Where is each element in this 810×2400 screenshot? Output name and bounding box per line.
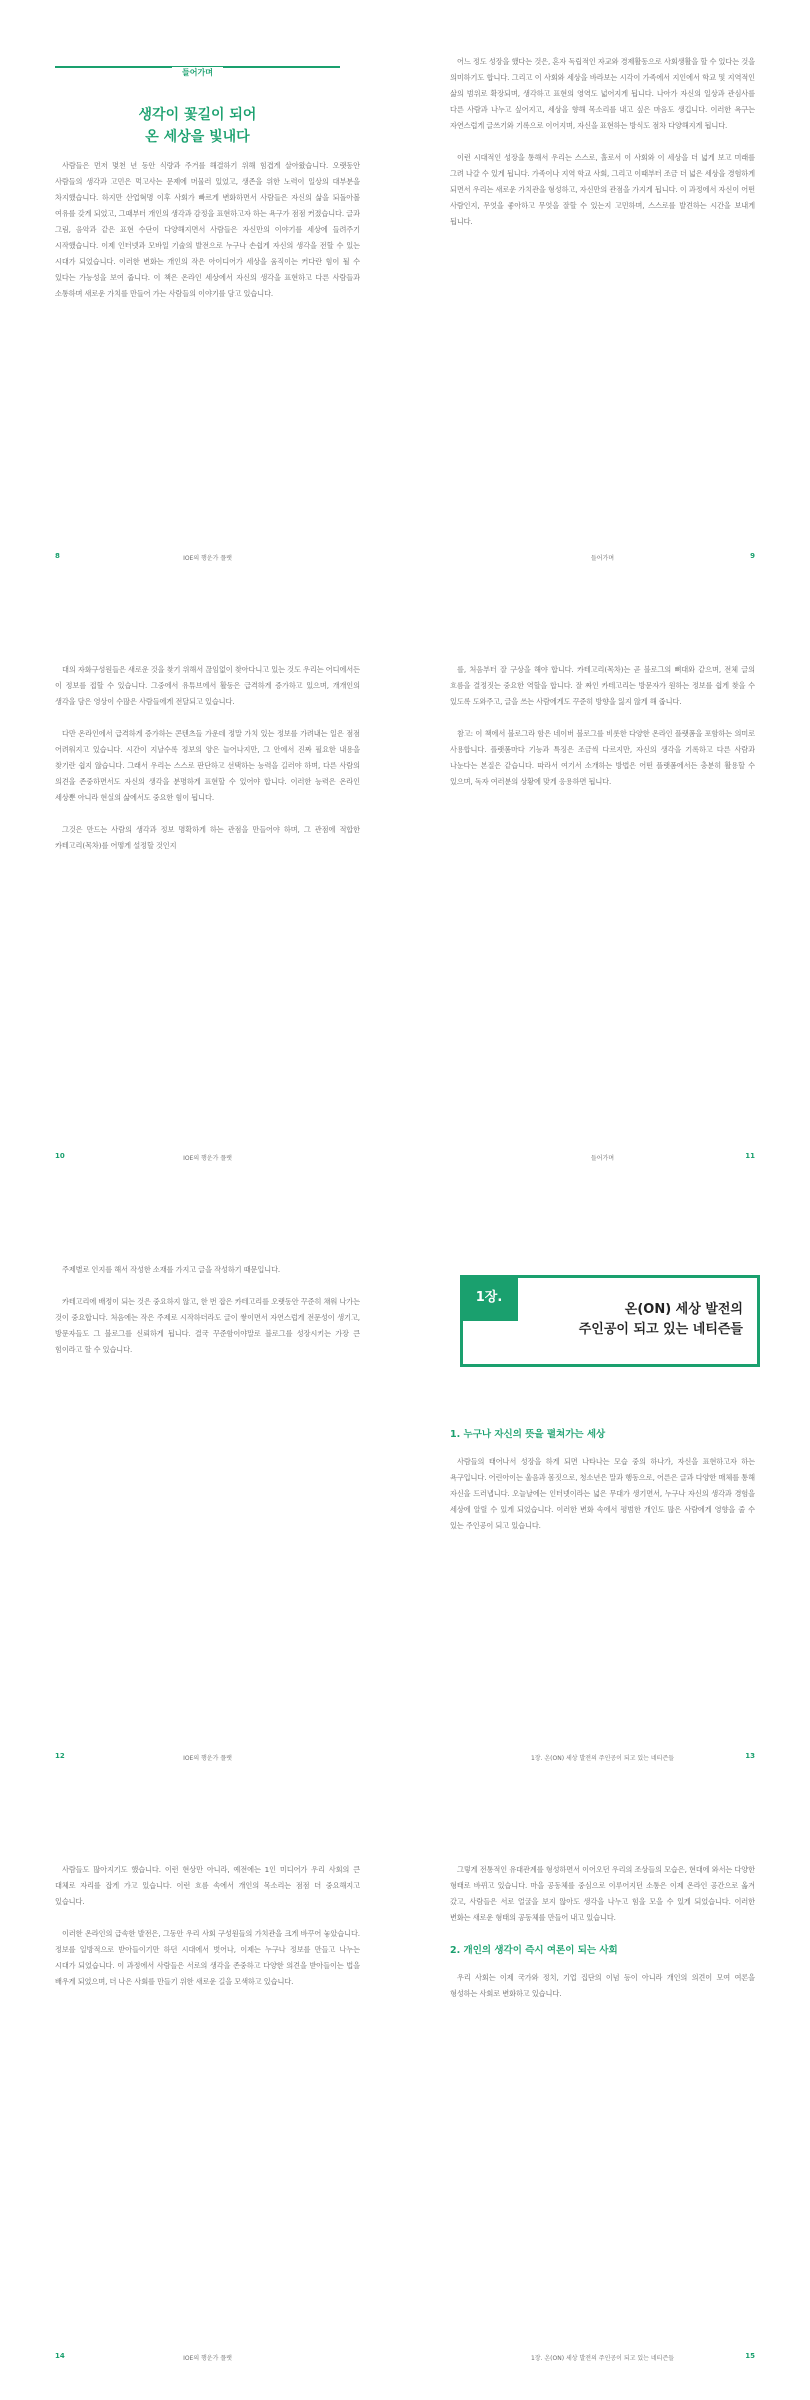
page-footer — [55, 2352, 360, 2362]
running-title: 1장. 온(ON) 세상 발전의 주인공이 되고 있는 네티즌들 — [530, 2355, 675, 2362]
page-body — [55, 1862, 360, 1990]
page-number: 14 — [55, 2352, 65, 2360]
page-body — [450, 1862, 755, 1926]
paragraph: 그것은 만드는 사람의 생각과 정보 명확하게 하는 관점을 만들어야 하며, 그 관점에 적합한 카테고리(목차)를 어떻게 설정할 것인지 — [55, 825, 360, 850]
paragraph: 사람들은 먼저 몇천 년 동안 식량과 주거를 해결하기 위해 힘겹게 살아왔습니다. 오랫동안 사람들의 생각과 고민은 먹고사는 문제에 머물러 있었고, 생존을 위한 노력이 일상의 대부분을 차지했습니다. 하지만 산업혁명 이후 사회가 빠르게 변화하면서 사람들은 자신의 삶을 되돌아볼 여유를 갖게 되었고, 그때부터 개인의 생각과 감정을 표현하고자 하는 욕구가 점점 커졌습니다. 글과 그림, 음악과 같은 표현 수단이 다양해지면서 사람들은 자신만의 이야기를 세상에 들려주기 시작했습니다. 이제 인터넷과 모바일 기술의 발전으로 누구나 손쉽게 자신의 생각을 전할 수 있는 시대가 되었습니다. 이러한 변화는 개인의 작은 아이디어가 세상을 움직이는 커다란 힘이 될 수 있다는 가능성을 보여 줍니다. 이 책은 온라인 세상에서 자신의 생각을 표현하고 다른 사람들과 소통하며 새로운 가치를 만들어 가는 사람들의 이야기를 담고 있습니다. — [55, 161, 360, 298]
page-11 — [405, 600, 810, 1200]
page-15 — [405, 1800, 810, 2400]
page-number: 12 — [55, 1752, 65, 1760]
running-title: IOE의 행운가 플랫 — [183, 555, 232, 562]
page-footer — [450, 2352, 755, 2362]
page-body — [450, 54, 755, 230]
paragraph: 참고: 이 책에서 블로그라 함은 네이버 블로그를 비롯한 다양한 온라인 플랫폼을 포함하는 의미로 사용합니다. 플랫폼마다 기능과 특징은 조금씩 다르지만, 자신의 생각을 기록하고 다른 사람과 나눈다는 본질은 같습니다. 따라서 여기서 소개하는 방법은 어떤 플랫폼에서든 충분히 활용할 수 있으며, 독자 여러분의 상황에 맞게 응용하면 됩니다. — [450, 729, 755, 786]
chapter-tag: 1장. — [460, 1275, 518, 1321]
page-body — [450, 662, 755, 790]
page-body — [450, 1454, 755, 1534]
page-footer — [450, 1152, 755, 1162]
section-heading: 2. 개인의 생각이 즉시 여론이 되는 사회 — [450, 1945, 618, 1956]
page-footer — [55, 1752, 360, 1762]
running-title: 들어가며 — [590, 555, 615, 562]
paragraph: 대의 자화구성원들은 새로운 것을 찾기 위해서 끊임없이 찾아다니고 있는 것도 우리는 어디에서든 이 정보를 접할 수 있습니다. 그중에서 유튜브에서 활동은 급격하게 증가하고 있으며, 개개인의 생각을 담은 영상이 수많은 사람들에게 전달되고 있습니다. — [55, 665, 360, 706]
page-8 — [0, 0, 405, 600]
chapter-title-line: 주인공이 되고 있는 네티즌들 — [578, 1322, 743, 1337]
intro-title-line: 생각이 꽃길이 되어 — [138, 107, 257, 123]
paragraph: 다만 온라인에서 급격하게 증가하는 콘텐츠들 가운데 정말 가치 있는 정보를 가려내는 일은 점점 어려워지고 있습니다. 시간이 지날수록 정보의 양은 늘어나지만, 그 안에서 진짜 필요한 내용을 찾기란 쉽지 않습니다. 그래서 우리는 스스로 판단하고 선택하는 능력을 길러야 하며, 다른 사람의 의견을 존중하면서도 자신의 생각을 분명하게 표현할 수 있어야 합니다. 이러한 능력은 온라인 세상뿐 아니라 현실의 삶에서도 중요한 힘이 됩니다. — [55, 729, 360, 802]
paragraph: 를, 처음부터 잘 구상을 해야 합니다. 카테고리(목차)는 곧 블로그의 뼈대와 같으며, 전체 글의 흐름을 결정짓는 중요한 역할을 합니다. 잘 짜인 카테고리는 방문자가 원하는 정보를 쉽게 찾을 수 있도록 도와주고, 글을 쓰는 사람에게도 꾸준히 방향을 잃지 않게 해 줍니다. — [450, 665, 755, 706]
chapter-title — [513, 1300, 743, 1340]
section-heading: 1. 누구나 자신의 뜻을 펼쳐가는 세상 — [450, 1429, 606, 1440]
paragraph: 이러한 온라인의 급속한 발전은, 그동안 우리 사회 구성원들의 가치관을 크게 바꾸어 놓았습니다. 정보를 일방적으로 받아들이기만 하던 시대에서 벗어나, 이제는 누구나 정보를 만들고 나누는 시대가 되었습니다. 이 과정에서 사람들은 서로의 생각을 존중하고 다양한 의견을 받아들이는 법을 배우게 되었으며, 더 나은 사회를 만들기 위한 새로운 길을 모색하고 있습니다. — [55, 1929, 360, 1986]
page-number: 11 — [745, 1152, 755, 1160]
page-body — [55, 662, 360, 854]
intro-label: 들어가며 — [172, 67, 223, 78]
page-number: 8 — [55, 552, 60, 560]
paragraph: 우리 사회는 이제 국가와 정치, 기업 집단의 이념 등이 아니라 개인의 의견이 모여 여론을 형성하는 사회로 변화하고 있습니다. — [450, 1973, 755, 1998]
running-title: IOE의 행운가 플랫 — [183, 1155, 232, 1162]
running-title: 들어가며 — [590, 1155, 615, 1162]
running-title: IOE의 행운가 플랫 — [183, 2355, 232, 2362]
intro-title-line: 온 세상을 빛내다 — [145, 129, 250, 145]
page-10-content — [0, 600, 405, 1200]
page-footer — [55, 552, 360, 562]
page-body — [450, 1970, 755, 2002]
paragraph: 이런 시대적인 성장을 통해서 우리는 스스로, 홀로서 이 사회와 이 세상을 더 넓게 보고 미래를 그려 나갈 수 있게 됩니다. 가족이나 지역 학교 사회, 그리고 이때부터 조금 더 넓은 세상을 경험하게 되면서 우리는 새로운 가치관을 형성하고, 자신만의 관점을 가지게 됩니다. 이 과정에서 자신이 어떤 사람인지, 무엇을 좋아하고 무엇을 잘할 수 있는지 고민하며, 스스로를 발견하는 시간을 보내게 됩니다. — [450, 153, 755, 226]
page-12 — [0, 1200, 405, 1800]
chapter-heading-box — [460, 1275, 760, 1367]
paragraph: 사람들의 태어나서 성장을 하게 되면 나타나는 모습 중의 하나가, 자신을 표현하고자 하는 욕구입니다. 어린아이는 울음과 몸짓으로, 청소년은 말과 행동으로, 어른은 글과 다양한 매체를 통해 자신을 드러냅니다. 오늘날에는 인터넷이라는 넓은 무대가 생기면서, 누구나 자신의 생각과 경험을 세상에 알릴 수 있게 되었습니다. 이러한 변화 속에서 평범한 개인도 많은 사람에게 영향을 줄 수 있는 주인공이 되고 있습니다. — [450, 1457, 755, 1530]
page-9 — [405, 0, 810, 600]
page-number: 13 — [745, 1752, 755, 1760]
paragraph: 그렇게 전통적인 유대관계를 형성하면서 이어오던 우리의 조상들의 모습은, 현대에 와서는 다양한 형태로 바뀌고 있습니다. 마을 공동체를 중심으로 이루어지던 소통은 이제 온라인 공간으로 옮겨 갔고, 사람들은 서로 얼굴을 보지 않아도 생각을 나누고 힘을 모을 수 있게 되었습니다. 이러한 변화는 새로운 형태의 공동체를 만들어 내고 있습니다. — [450, 1865, 755, 1922]
paragraph: 주제별로 인지를 해서 작성한 소재를 가지고 글을 작성하기 때문입니다. — [62, 1265, 281, 1274]
paragraph: 카테고리에 배정이 되는 것은 중요하지 않고, 한 번 잡은 카테고리를 오랫동안 꾸준히 채워 나가는 것이 중요합니다. 처음에는 작은 주제로 시작하더라도 글이 쌓이면서 자연스럽게 전문성이 생기고, 방문자들도 그 블로그를 신뢰하게 됩니다. 결국 꾸준함이야말로 블로그를 성장시키는 가장 큰 힘이라고 할 수 있습니다. — [55, 1297, 360, 1354]
intro-rule — [55, 66, 340, 87]
running-title: IOE의 행운가 플랫 — [183, 1755, 232, 1762]
paragraph: 어느 정도 성장을 했다는 것은, 혼자 독립적인 자교와 경제활동으로 사회생활을 할 수 있다는 것을 의미하기도 합니다. 그리고 이 사회와 세상을 바라보는 시각이 가족에서 지인에서 학교 및 지역적인 삶의 범위로 확장되며, 생각하고 표현의 영역도 넓어지게 됩니다. 나아가 자신의 일상과 관심사를 다른 사람과 나누고 싶어지고, 세상을 향해 목소리를 내고 싶은 마음도 생깁니다. 이러한 욕구는 자연스럽게 글쓰기와 기록으로 이어지며, 자신을 표현하는 방식도 점차 다양해지게 됩니다. — [450, 57, 755, 130]
page-footer — [450, 1752, 755, 1762]
page-14 — [0, 1800, 405, 2400]
page-footer — [450, 552, 755, 562]
page-number: 9 — [750, 552, 755, 560]
page-body — [55, 158, 360, 302]
paragraph: 사람들도 많아지기도 했습니다. 이런 현상만 아니라, 예전에는 1인 미디어가 우리 사회의 큰 대체로 자리를 잡게 가고 있습니다. 이런 흐름 속에서 개인의 목소리는 점점 더 중요해지고 있습니다. — [55, 1865, 360, 1906]
page-body — [55, 1262, 360, 1358]
intro-title — [55, 104, 340, 148]
chapter-title-line: 온(ON) 세상 발전의 — [624, 1302, 743, 1317]
running-title: 1장. 온(ON) 세상 발전의 주인공이 되고 있는 네티즌들 — [530, 1755, 675, 1762]
page-footer — [55, 1152, 360, 1162]
page-number: 10 — [55, 1152, 65, 1160]
page-number: 15 — [745, 2352, 755, 2360]
